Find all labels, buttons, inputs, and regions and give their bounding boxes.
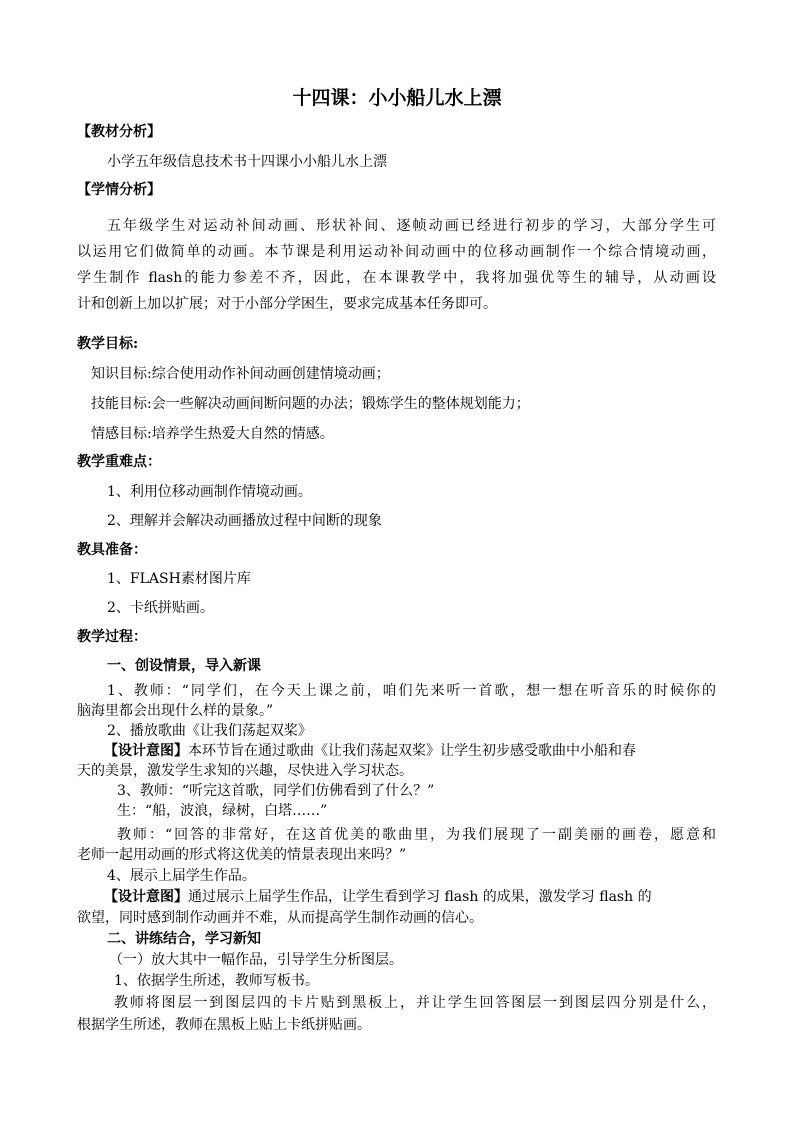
teaching-goals-heading: 教学目标: [77, 336, 139, 352]
design-intent-1-line1 [104, 741, 636, 761]
key-points-heading: 教学重难点： [77, 454, 161, 470]
teaching-tools-heading: 教具准备： [77, 542, 147, 558]
tool-2: 2、卡纸拼贴画。 [107, 600, 214, 616]
process-step1-line2: 脑海里都会出现什么样的景象。” [77, 703, 274, 719]
process-step3: 3、教师：“听完这首歌，同学们仿佛看到了什么？” [117, 783, 435, 799]
subsection-1: （一）放大其中一幅作品，引导学生分析图层。 [109, 952, 403, 968]
student-analysis-line-1: 五年级学生对运动补间动画、形状补间、逐帧动画已经进行初步的学习，大部分学生可 [107, 218, 716, 234]
part2-heading: 二、讲练结合，学习新知 [107, 931, 261, 947]
process-step2: 2、播放歌曲《让我们荡起双桨》 [107, 723, 312, 739]
student-analysis-heading: 【学情分析】 [77, 182, 161, 198]
design-intent-label: 【设计意图】 [104, 889, 188, 905]
design-intent-1-line2: 天的美景，激发学生求知的兴趣，尽快进入学习状态。 [77, 763, 413, 779]
process-step3-teacher-line1: 教师：“回答的非常好，在这首优美的歌曲里，为我们展现了一副美丽的画卷，愿意和 [117, 827, 716, 843]
process-step3-student: 生：“船，波浪，绿树，白塔……” [117, 803, 328, 819]
textbook-analysis-heading: 【教材分析】 [77, 124, 161, 140]
key-point-1: 1、利用位移动画制作情境动画。 [107, 484, 312, 500]
subsection-1-paragraph-line1: 教师将图层一到图层四的卡片贴到黑板上，并让学生回答图层一到图层四分别是什么， [114, 995, 716, 1011]
student-analysis-line-4: 计和创新上加以扩展；对于小部分学困生，要求完成基本任务即可。 [77, 296, 497, 312]
student-analysis-line-3: 学生制作 flash的能力参差不齐，因此，在本课教学中，我将加强优等生的辅导，从动画设 [77, 270, 716, 286]
textbook-analysis-content: 小学五年级信息技术书十四课小小船儿水上漂 [107, 154, 387, 170]
subsection-1-paragraph-line2: 根据学生所述，教师在黑板上贴上卡纸拼贴画。 [77, 1017, 371, 1033]
teaching-process-heading: 教学过程： [77, 629, 147, 645]
subsection-1-item-1: 1、依据学生所述，教师写板书。 [114, 973, 319, 989]
process-step1-line1: 1、教师：“同学们，在今天上课之前，咱们先来听一首歌，想一想在听音乐的时候你的 [107, 683, 716, 699]
document-title: 十四课：小小船儿水上漂 [292, 87, 502, 109]
design-intent-text: 本环节旨在通过歌曲《让我们荡起双桨》让学生初步感受歌曲中小船和春 [188, 743, 636, 759]
goal-skill: 技能目标:会一些解决动画间断问题的办法；锻炼学生的整体规划能力； [91, 396, 530, 412]
goal-knowledge: 知识目标:综合使用动作补间动画创建情境动画； [91, 366, 390, 382]
design-intent-2-line2: 欲望，同时感到制作动画并不难，从而提高学生制作动画的信心。 [77, 910, 483, 926]
student-analysis-line-2: 以运用它们做简单的动画。本节课是利用运动补间动画中的位移动画制作一个综合情境动画， [77, 244, 716, 260]
design-intent-2-line1 [104, 887, 652, 907]
key-point-2: 2、理解并会解决动画播放过程中间断的现象 [107, 513, 382, 529]
process-step3-teacher-line2: 老师一起用动画的形式将这优美的情景表现出来吗？” [77, 847, 407, 863]
tool-1: 1、FLASH素材图片库 [107, 571, 251, 587]
goal-emotion: 情感目标:培养学生热爱大自然的情感。 [91, 426, 334, 442]
design-intent-label: 【设计意图】 [104, 743, 188, 759]
process-step4: 4、展示上届学生作品。 [107, 868, 256, 884]
design-intent-text: 通过展示上届学生作品，让学生看到学习 flash 的成果，激发学习 flash 的 [188, 889, 652, 905]
part1-heading: 一、创设情景，导入新课 [107, 658, 261, 674]
